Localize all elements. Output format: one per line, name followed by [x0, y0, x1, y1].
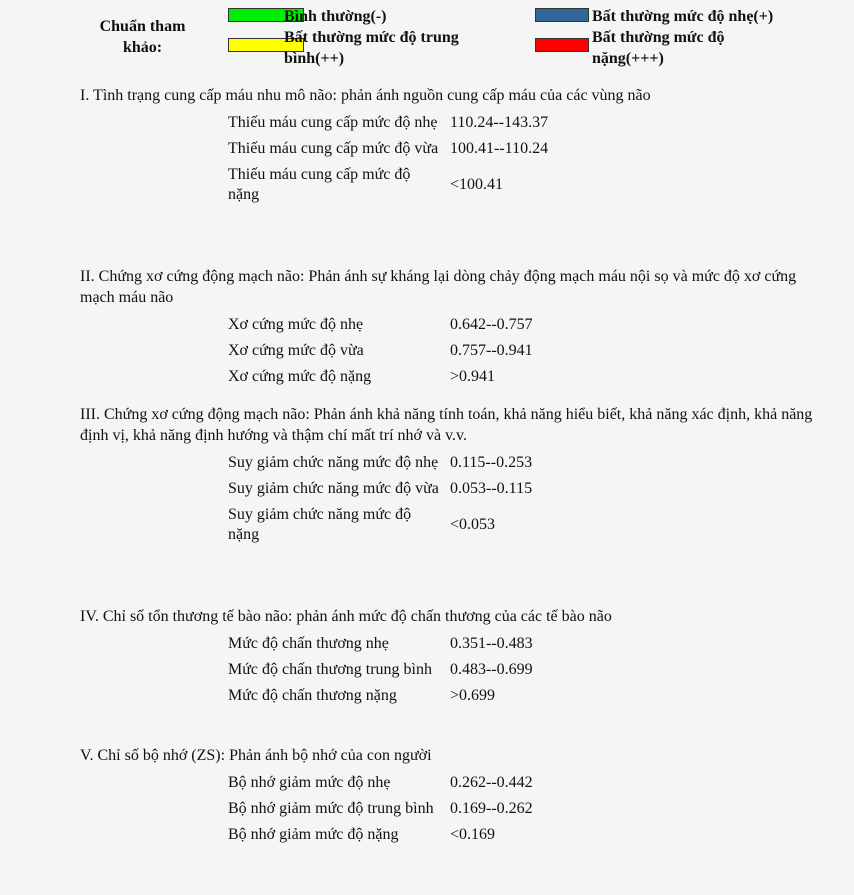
- level-label: Mức độ chấn thương nặng: [228, 687, 397, 704]
- level-label: Mức độ chấn thương nhẹ: [228, 635, 389, 652]
- table-row: [226, 136, 550, 162]
- table-row: [226, 631, 535, 657]
- level-label: Xơ cứng mức độ nặng: [228, 368, 372, 385]
- table-row: [226, 476, 534, 502]
- level-label: Bộ nhớ giảm mức độ trung bình: [228, 800, 434, 817]
- table-row: [226, 770, 535, 796]
- reference-legend: [95, 6, 815, 68]
- legend-title: Chuẩn tham khảo:: [99, 18, 186, 56]
- range-value: 0.053--0.115: [450, 480, 533, 497]
- swatch-severe: [535, 38, 589, 52]
- range-value: 0.642--0.757: [450, 316, 533, 333]
- range-value: >0.699: [450, 687, 496, 704]
- legend-mild: Bất thường mức độ nhẹ(+): [592, 8, 774, 25]
- range-value: 0.115--0.253: [450, 454, 533, 471]
- range-value: 0.351--0.483: [450, 635, 533, 652]
- table-row: [226, 502, 534, 548]
- section-3: [80, 404, 820, 548]
- table-row: [226, 796, 535, 822]
- section-4: [80, 606, 820, 709]
- section-1: [80, 85, 820, 208]
- legend-moderate: Bất thường mức độ trung bình(++): [284, 29, 459, 67]
- level-label: Suy giảm chức năng mức độ nhẹ: [228, 454, 439, 471]
- level-label: Xơ cứng mức độ vừa: [228, 342, 364, 359]
- section-title: IV. Chỉ số tổn thương tế bào não: phản ánh mức độ chấn thương của các tế bào não: [80, 608, 612, 625]
- range-table: [226, 110, 550, 208]
- range-value: <0.169: [450, 826, 496, 843]
- section-title: III. Chứng xơ cứng động mạch não: Phản ánh khả năng tính toán, khả năng hiểu biết, khả năng xác định, khả năng định vị, khả năng định hướng và thậm chí mất trí nhớ và v.v.: [80, 406, 813, 444]
- section-2: [80, 266, 820, 390]
- range-value: <100.41: [450, 176, 504, 193]
- range-value: 0.169--0.262: [450, 800, 533, 817]
- table-row: [226, 450, 534, 476]
- level-label: Thiếu máu cung cấp mức độ nhẹ: [228, 114, 438, 131]
- legend-severe: Bất thường mức độ nặng(+++): [592, 29, 725, 67]
- range-table: [226, 450, 534, 548]
- swatch-mild: [535, 8, 589, 22]
- level-label: Suy giảm chức năng mức độ vừa: [228, 480, 439, 497]
- range-value: 0.483--0.699: [450, 661, 533, 678]
- range-table: [226, 312, 535, 390]
- table-row: [226, 683, 535, 709]
- table-row: [226, 364, 535, 390]
- level-label: Bộ nhớ giảm mức độ nhẹ: [228, 774, 391, 791]
- level-label: Bộ nhớ giảm mức độ nặng: [228, 826, 399, 843]
- level-label: Mức độ chấn thương trung bình: [228, 661, 432, 678]
- table-row: [226, 657, 535, 683]
- section-title: II. Chứng xơ cứng động mạch não: Phản ánh sự kháng lại dòng chảy động mạch máu nội sọ và mức độ xơ cứng mạch máu não: [80, 268, 797, 306]
- range-value: >0.941: [450, 368, 496, 385]
- range-value: <0.053: [450, 516, 496, 533]
- section-title: V. Chỉ số bộ nhớ (ZS): Phản ánh bộ nhớ của con người: [80, 747, 432, 764]
- table-row: [226, 162, 550, 208]
- legend-normal: Bình thường(-): [284, 8, 387, 25]
- level-label: Suy giảm chức năng mức độ nặng: [228, 506, 412, 543]
- level-label: Xơ cứng mức độ nhẹ: [228, 316, 364, 333]
- range-value: 0.757--0.941: [450, 342, 533, 359]
- range-value: 110.24--143.37: [450, 114, 549, 131]
- section-title: I. Tình trạng cung cấp máu nhu mô não: phản ánh nguồn cung cấp máu của các vùng não: [80, 87, 651, 104]
- range-value: 0.262--0.442: [450, 774, 533, 791]
- range-table: [226, 631, 535, 709]
- range-value: 100.41--110.24: [450, 140, 549, 157]
- table-row: [226, 110, 550, 136]
- level-label: Thiếu máu cung cấp mức độ nặng: [228, 166, 411, 203]
- section-5: [80, 745, 820, 848]
- level-label: Thiếu máu cung cấp mức độ vừa: [228, 140, 439, 157]
- table-row: [226, 822, 535, 848]
- range-table: [226, 770, 535, 848]
- table-row: [226, 338, 535, 364]
- table-row: [226, 312, 535, 338]
